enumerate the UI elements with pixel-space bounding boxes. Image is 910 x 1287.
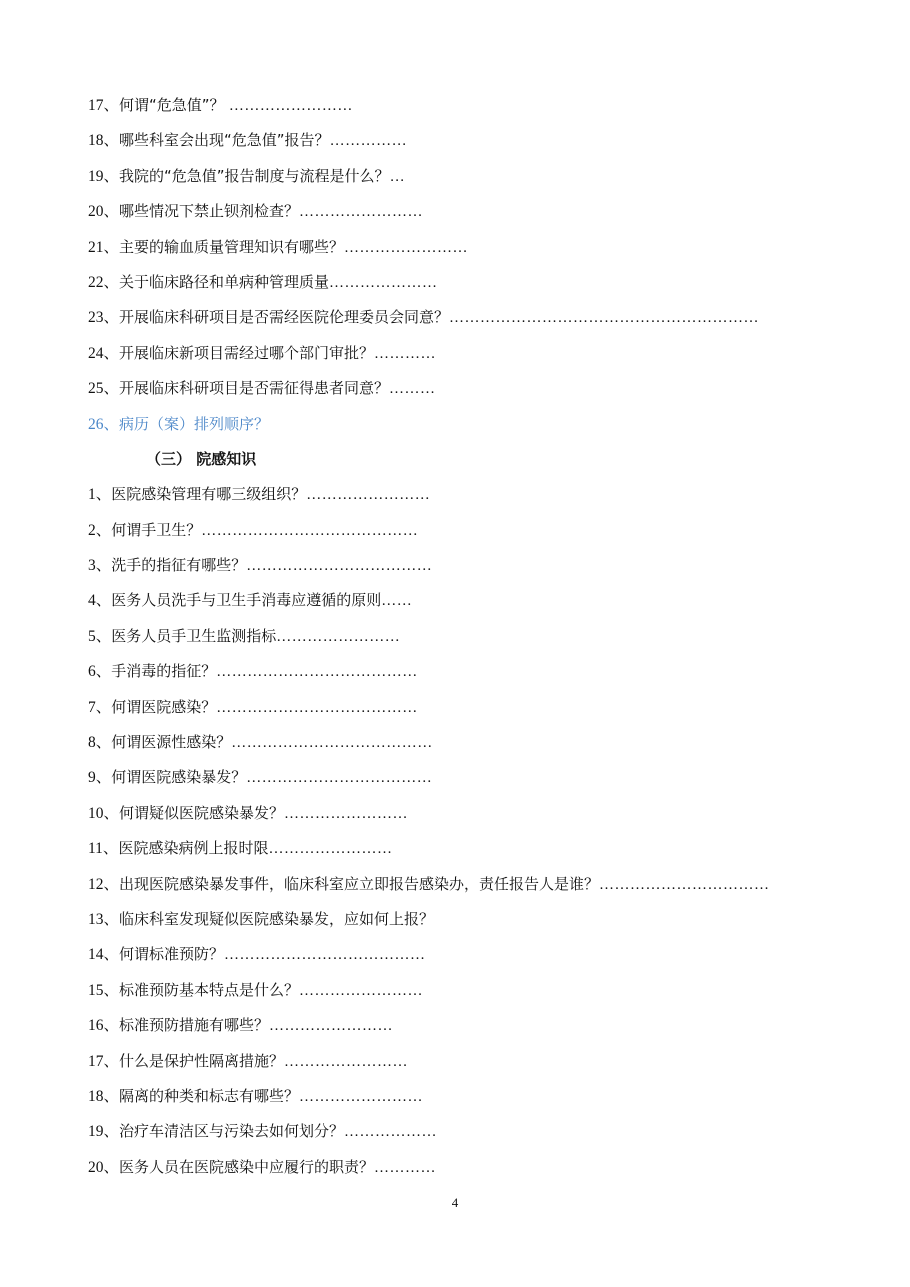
toc-leader-dots: ………………………………… (216, 664, 418, 681)
toc-item-text: 什么是保护性隔离措施？ (119, 1051, 285, 1070)
toc-item-text: 医务人员手卫生监测指标 (111, 626, 277, 645)
toc-item-number: 8、 (88, 734, 112, 752)
toc-leader-dots: …………………… (284, 1053, 409, 1070)
toc-item[interactable] (88, 1012, 828, 1047)
toc-leader-dots: …………………… (299, 1088, 424, 1105)
toc-item-number: 25、 (88, 380, 120, 398)
toc-item[interactable] (88, 729, 828, 764)
toc-item[interactable] (88, 764, 828, 799)
toc-leader-dots: …………… (329, 133, 408, 150)
toc-item-number: 5、 (88, 627, 112, 645)
toc-item[interactable] (88, 127, 828, 162)
toc-item[interactable] (88, 269, 828, 304)
section-heading: （三） 院感知识 (146, 449, 257, 468)
toc-item-text: 医务人员在医院感染中应履行的职责？ (119, 1157, 375, 1176)
toc-leader-dots: ………………… (329, 274, 438, 291)
toc-item-number: 9、 (88, 769, 112, 787)
toc-item-text: 洗手的指征有哪些？ (111, 556, 247, 575)
toc-item-number: 7、 (88, 698, 112, 716)
toc-item-text: 出现医院感染暴发事件，临床科室应立即报告感染办，责任报告人是谁？ (119, 874, 600, 893)
toc-item[interactable] (88, 1083, 828, 1118)
toc-leader-dots: ………………………………… (224, 947, 426, 964)
toc-item[interactable] (88, 871, 828, 906)
toc-item-number: 10、 (88, 804, 120, 822)
toc-leader-dots: ……… (389, 381, 436, 398)
toc-item[interactable] (88, 941, 828, 976)
toc-item[interactable] (88, 800, 828, 835)
toc-item-text: 开展临床科研项目是否需经医院伦理委员会同意？ (119, 308, 450, 327)
toc-item-number: 12、 (88, 875, 120, 893)
toc-item[interactable] (88, 977, 828, 1012)
toc-item-text: 临床科室发现疑似医院感染暴发，应如何上报？ (119, 909, 435, 928)
toc-item-text: 关于临床路径和单病种管理质量 (119, 272, 330, 291)
toc-item-number: 20、 (88, 1158, 120, 1176)
toc-item-number: 4、 (88, 592, 112, 610)
toc-item-text: 何谓医院感染暴发？ (111, 768, 247, 787)
toc-item-number: 3、 (88, 557, 112, 575)
toc-item-number: 26、 (88, 415, 120, 433)
toc-item-number: 11、 (88, 840, 119, 858)
toc-leader-dots: …… (381, 593, 413, 610)
toc-item-text: 何谓“危急值”？ (119, 96, 225, 114)
toc-item[interactable] (88, 906, 828, 941)
toc-item[interactable] (88, 623, 828, 658)
toc-item-text: 主要的输血质量管理知识有哪些？ (119, 237, 345, 256)
toc-item-text: 标准预防措施有哪些？ (119, 1016, 270, 1035)
toc-item-number: 6、 (88, 663, 112, 681)
toc-item[interactable] (88, 1154, 828, 1189)
toc-item[interactable] (88, 1118, 828, 1153)
toc-item-number: 2、 (88, 521, 112, 539)
toc-item[interactable] (88, 304, 828, 339)
toc-leader-dots: ……………… (344, 1124, 438, 1141)
toc-item[interactable] (88, 1048, 828, 1083)
toc-item-number: 16、 (88, 1017, 120, 1035)
toc-item-number: 22、 (88, 273, 120, 291)
toc-item[interactable] (88, 552, 828, 587)
toc-item[interactable] (88, 234, 828, 269)
toc-item-text: 开展临床科研项目是否需征得患者同意？ (119, 379, 390, 398)
toc-item-text: 治疗车清洁区与污染去如何划分？ (119, 1122, 345, 1141)
toc-item-number: 13、 (88, 910, 120, 928)
toc-item-text: 何谓疑似医院感染暴发？ (119, 803, 285, 822)
toc-item-number: 15、 (88, 981, 120, 999)
toc-item-text: 开展临床新项目需经过哪个部门审批？ (119, 343, 375, 362)
toc-leader-dots: ………………………………… (216, 699, 418, 716)
toc-item-text: 我院的“危急值”报告制度与流程是什么？ (119, 166, 390, 185)
toc-item-number: 18、 (88, 1087, 120, 1105)
page-number: 4 (451, 1195, 459, 1210)
toc-leader-dots: …………………… (268, 841, 393, 858)
toc-item-number: 20、 (88, 203, 120, 221)
toc-item-number: 24、 (88, 344, 120, 362)
toc-item[interactable] (88, 517, 828, 552)
toc-item-text: 医务人员洗手与卫生手消毒应遵循的原则 (111, 591, 382, 610)
toc-item-number: 23、 (88, 309, 120, 327)
toc-leader-dots: ……………………………… (246, 770, 433, 787)
toc-item-text: 何谓标准预防？ (119, 945, 225, 964)
toc-item-number: 19、 (88, 1123, 120, 1141)
toc-item[interactable] (88, 375, 828, 410)
toc-leader-dots: …………………… (299, 982, 424, 999)
toc-item-text: 医院感染病例上报时限 (118, 839, 269, 858)
toc-item-number: 1、 (88, 486, 112, 504)
toc-leader-dots: …………………… (306, 487, 431, 504)
toc-item-text: 何谓医源性感染？ (111, 733, 232, 752)
toc-item[interactable] (88, 587, 828, 622)
toc-leader-dots: …………………… (224, 98, 353, 114)
toc-leader-dots: …………………… (284, 805, 409, 822)
toc-item-text: 何谓医院感染？ (111, 697, 217, 716)
toc-link-item[interactable] (88, 411, 828, 446)
toc-leader-dots: ………… (374, 345, 437, 362)
toc-item-number: 19、 (88, 167, 120, 185)
toc-item[interactable] (88, 198, 828, 233)
toc-item[interactable] (88, 481, 828, 516)
toc-item[interactable] (88, 835, 828, 870)
toc-item[interactable] (88, 658, 828, 693)
toc-leader-dots: …………………………………… (201, 522, 419, 539)
toc-leader-dots: … (389, 168, 406, 185)
toc-item[interactable] (88, 340, 828, 375)
toc-item-text: 病历（案）排列顺序？ (119, 414, 270, 433)
toc-item-text: 哪些科室会出现“危急值”报告？ (119, 131, 330, 150)
table-of-contents (88, 92, 828, 1189)
toc-item-text: 何谓手卫生？ (111, 520, 202, 539)
toc-item[interactable] (88, 694, 828, 729)
toc-section-infection-control (88, 481, 828, 1189)
toc-item-text: 医院感染管理有哪三级组织？ (111, 485, 307, 504)
toc-item[interactable] (88, 163, 828, 198)
toc-leader-dots: …………………………………………………… (449, 310, 760, 327)
toc-leader-dots: …………………… (344, 239, 469, 256)
toc-item-number: 17、 (88, 97, 120, 114)
toc-section-medical-quality (88, 92, 828, 411)
toc-item-text: 手消毒的指征？ (111, 662, 217, 681)
toc-item-text: 标准预防基本特点是什么？ (119, 980, 300, 999)
toc-leader-dots: ………………………………… (231, 735, 433, 752)
toc-item-number: 14、 (88, 946, 120, 964)
toc-leader-dots: …………………… (299, 204, 424, 221)
toc-item-text: 隔离的种类和标志有哪些？ (119, 1086, 300, 1105)
toc-item-number: 18、 (88, 132, 120, 150)
toc-leader-dots: …………………………… (599, 876, 770, 893)
toc-leader-dots: ……………………………… (246, 558, 433, 575)
toc-leader-dots: …………………… (276, 628, 401, 645)
toc-item-number: 21、 (88, 238, 120, 256)
toc-leader-dots: …………………… (269, 1018, 394, 1035)
toc-leader-dots: ………… (374, 1159, 437, 1176)
toc-item-text: 哪些情况下禁止钡剂检查？ (119, 202, 300, 221)
toc-item-number: 17、 (88, 1052, 120, 1070)
toc-item[interactable] (88, 92, 828, 127)
